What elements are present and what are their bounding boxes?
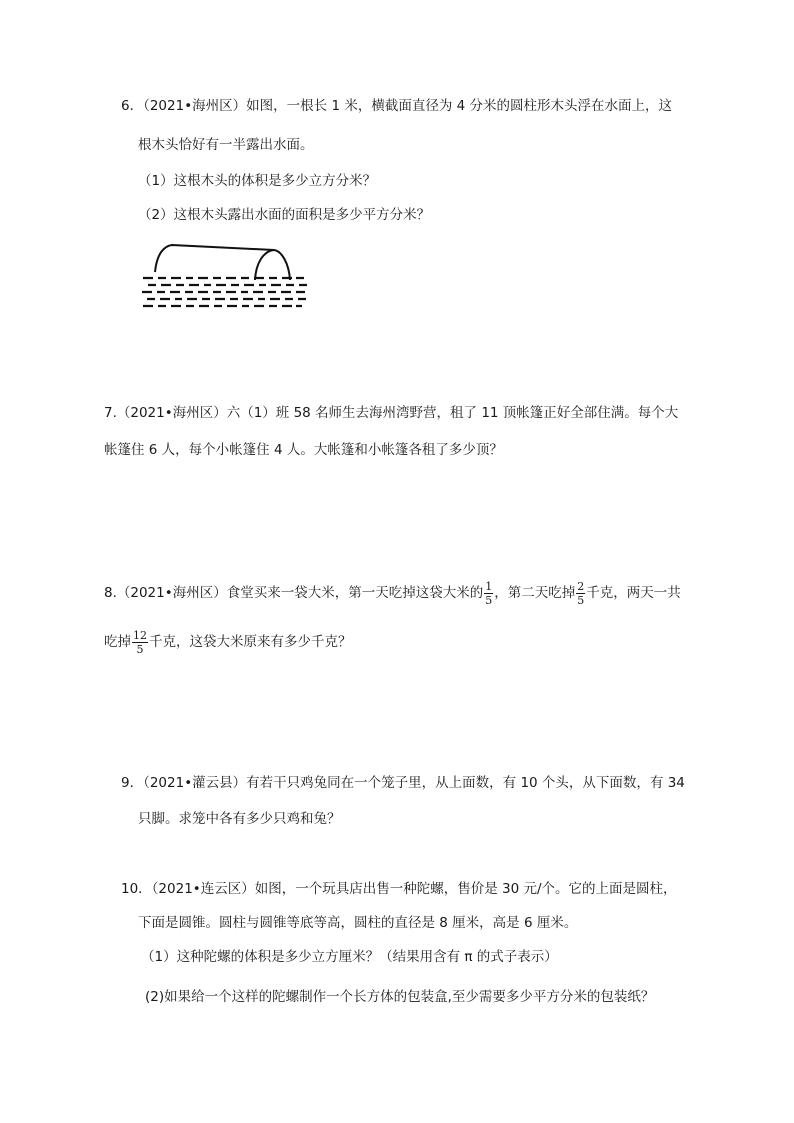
floating-log-illustration	[138, 240, 318, 320]
q7-line1: 7.（2021•海州区）六（1）班 58 名师生去海州湾野营，租了 11 顶帐篷正好全部住满。每个大	[104, 405, 679, 421]
q10-line1: 10．（2021•连云区）如图，一个玩具店出售一种陀螺，售价是 30 元/个。它的上面是圆柱，	[121, 881, 677, 897]
q6-line1: 6．（2021•海州区）如图，一根长 1 米，横截面直径为 4 分米的圆柱形木头浮在水面上，这	[121, 98, 673, 114]
q8-line1	[104, 576, 681, 610]
q8-text-c: 千克，两天一共	[586, 585, 681, 601]
q10-sub2: (2)如果给一个这样的陀螺制作一个长方体的包装盒,至少需要多少平方分米的包装纸？	[145, 989, 655, 1005]
q10-sub1: （1）这种陀螺的体积是多少立方厘米？（结果用含有 π 的式子表示）	[141, 949, 558, 965]
q9-line2: 只脚。求笼中各有多少只鸡和兔？	[138, 811, 341, 827]
q6-line2: 根木头恰好有一半露出水面。	[138, 137, 314, 153]
frac2-denominator: 5	[577, 593, 585, 607]
frac2-numerator: 2	[577, 579, 585, 593]
frac1-numerator: 1	[485, 579, 493, 593]
fraction-two-fifths	[576, 580, 585, 607]
q8-text-b: ，第二天吃掉	[494, 585, 576, 601]
q7-line2: 帐篷住 6 人，每个小帐篷住 4 人。大帐篷和小帐篷各租了多少顶？	[104, 442, 503, 458]
q8-text-d: 吃掉	[104, 634, 131, 650]
q9-line1: 9．（2021•灌云县）有若干只鸡兔同在一个笼子里，从上面数，有 10 个头，从下面数，有 34	[121, 775, 685, 791]
q8-line2	[104, 625, 352, 659]
fraction-one-fifth	[484, 580, 493, 607]
q8-text-a: 8.（2021•海州区）食堂买来一袋大米，第一天吃掉这袋大米的	[104, 585, 484, 601]
floating-log-figure	[138, 240, 318, 324]
q10-line2: 下面是圆锥。圆柱与圆锥等底等高，圆柱的直径是 8 厘米，高是 6 厘米。	[138, 915, 578, 931]
q6-sub2: （2）这根木头露出水面的面积是多少平方分米？	[138, 207, 431, 223]
frac3-numerator: 12	[133, 628, 147, 642]
q8-text-e: 千克，这袋大米原来有多少千克？	[149, 634, 352, 650]
frac1-denominator: 5	[485, 593, 493, 607]
fraction-twelve-fifths	[132, 629, 148, 656]
frac3-denominator: 5	[136, 642, 144, 656]
q6-sub1: （1）这根木头的体积是多少立方分米？	[138, 173, 377, 189]
